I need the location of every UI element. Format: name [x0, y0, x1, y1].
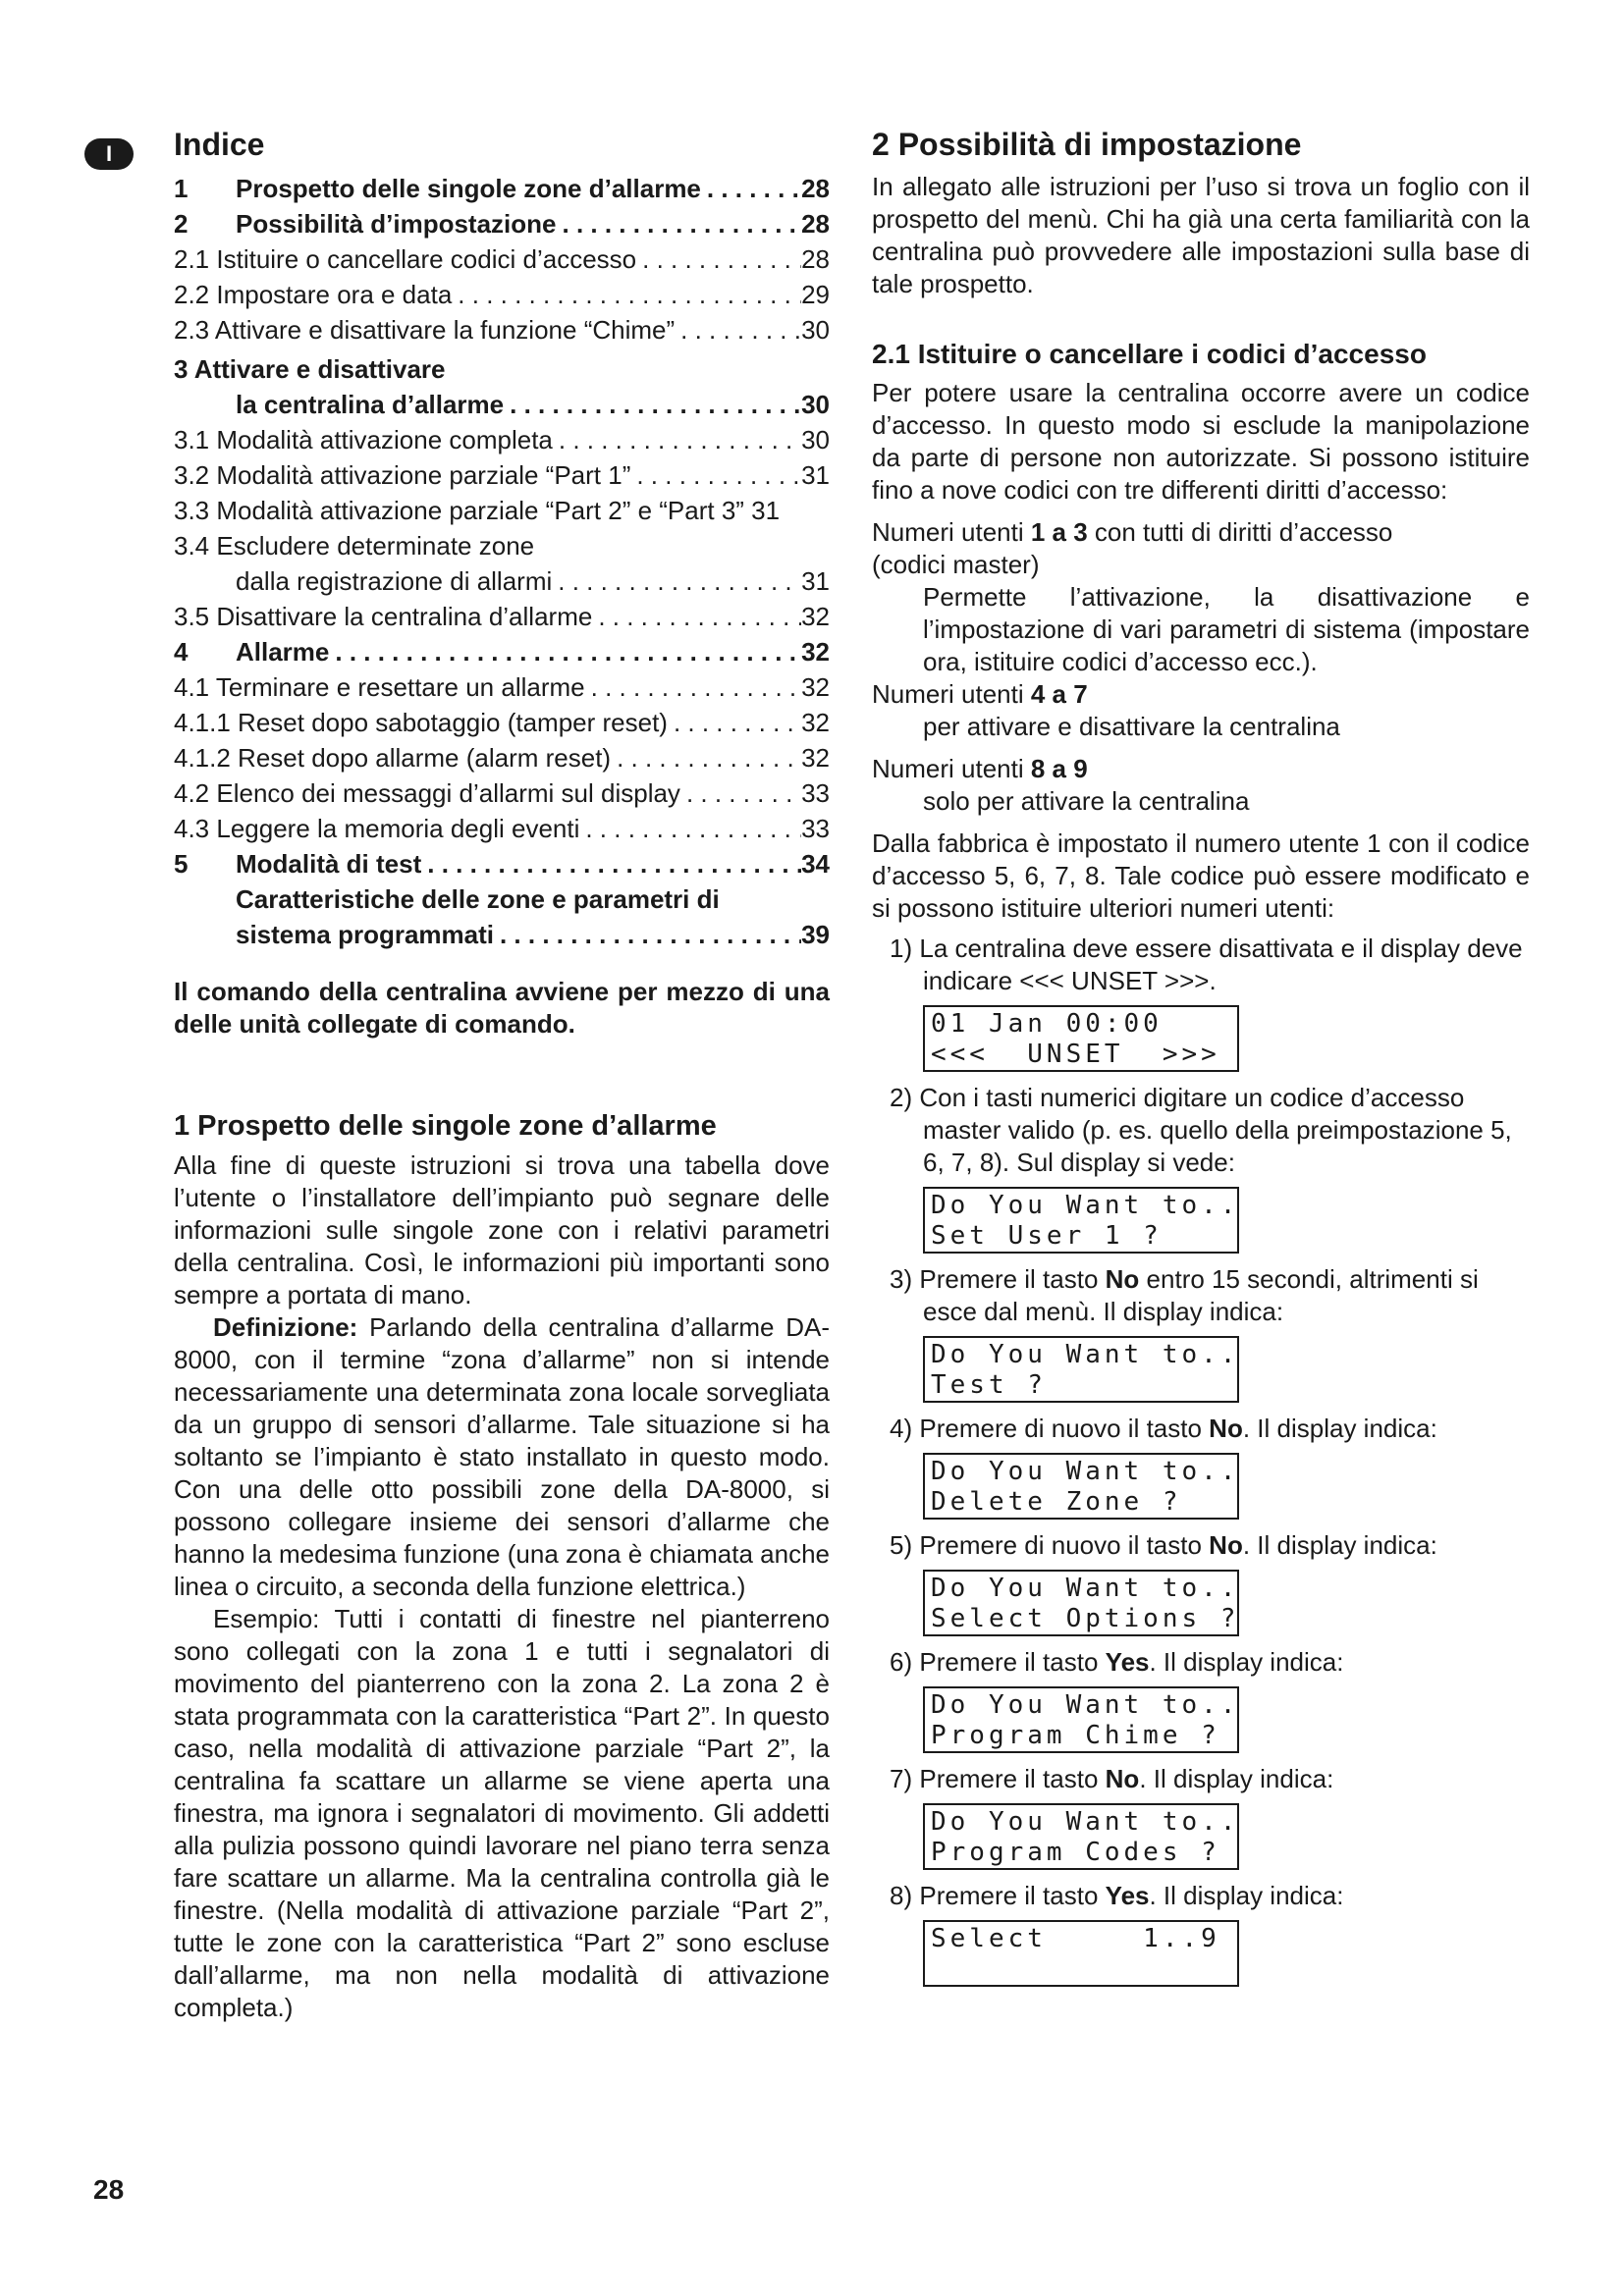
steps-list [872, 933, 1530, 1987]
step-item: 3) Premere il tasto No entro 15 secondi, altrimenti si esce dal menù. Il display indica: Do You Want to.. Test ? [872, 1263, 1530, 1403]
section-1-paragraph: Alla fine di queste istruzioni si trova una tabella dove l’utente o l’installatore dell’impianto può segnare delle informazioni sulle singole zone con i relativi parametri della centralina. Così, le informazioni più importanti sono sempre a portata di mano. [174, 1150, 830, 1310]
toc-entry: 4.1.1 Reset dopo sabotaggio (tamper reset) . . . 32 [174, 705, 830, 740]
toc-entry: dalla registrazione di allarmi . . . 31 [174, 563, 830, 599]
definition-paragraph: Definizione: Parlando della centralina d’allarme DA-8000, con il termine “zona d’allarme” non si intende necessariamente una determinata zona locale sorvegliata da un gruppo di sensori d’allarme. Tale situazione si ha soltanto se l’impianto è stato installato in questo modo. Con una delle otto possibili zone della DA-8000, si possono collegare insieme dei sensori d’allarme che hanno la medesima funzione (una zona è chiamata anche linea o circuito, a seconda della funzione elettrica.) [174, 1312, 830, 1602]
section-2-1-title: 2.1 Istituire o cancellare i codici d’accesso [872, 339, 1427, 370]
user-group-2: Numeri utenti 4 a 7 [872, 678, 1088, 709]
lcd-display: Do You Want to.. Set User 1 ? [923, 1187, 1239, 1254]
lcd-display: Do You Want to.. Program Chime ? [923, 1686, 1239, 1753]
toc-entry: 2 Possibilità d’impostazione . . . 28 [174, 206, 830, 241]
step-item: 7) Premere il tasto No. Il display indica: Do You Want to.. Program Codes ? [872, 1763, 1530, 1870]
toc-entry: sistema programmati . . . 39 [174, 917, 830, 952]
toc-entry: 4.2 Elenco dei messaggi d’allarmi sul display . . . 33 [174, 775, 830, 811]
index-title: Indice [174, 127, 265, 162]
user-group-3-desc: solo per attivare la centralina [923, 785, 1250, 816]
toc-entry: 3.4 Escludere determinate zone [174, 531, 535, 561]
lcd-display: Select 1..9 [923, 1920, 1239, 1987]
step-item: 2) Con i tasti numerici digitare un codice d’accesso master valido (p. es. quello della preimpostazione 5, 6, 7, 8). Sul display si vede: Do You Want to.. Set User 1 ? [872, 1082, 1530, 1254]
step-item: 4) Premere di nuovo il tasto No. Il display indica: Do You Want to.. Delete Zone ? [872, 1413, 1530, 1520]
toc-entry: 4.1 Terminare e resettare un allarme . . . 32 [174, 669, 830, 705]
toc-entry: 2.1 Istituire o cancellare codici d’accesso . . . 28 [174, 241, 830, 277]
toc-entry: 2.2 Impostare ora e data . . . 29 [174, 277, 830, 312]
toc-entry: 4.3 Leggere la memoria degli eventi . . . 33 [174, 811, 830, 846]
toc-entry: la centralina d’allarme . . . 30 [174, 387, 830, 422]
lcd-display: 01 Jan 00:00 <<< UNSET >>> [923, 1005, 1239, 1072]
toc-entry: 3.1 Modalità attivazione completa . . . 30 [174, 422, 830, 457]
toc-entry: 3.5 Disattivare la centralina d’allarme . . . 32 [174, 599, 830, 634]
user-group-2-desc: per attivare e disattivare la centralina [923, 711, 1340, 741]
right-column [872, 126, 1530, 1997]
toc-entry: Caratteristiche delle zone e parametri di [236, 884, 720, 915]
section-1-title: 1 Prospetto delle singole zone d’allarme [174, 1110, 717, 1143]
toc-entry: 1 Prospetto delle singole zone d’allarme . . . 28 [174, 171, 830, 206]
toc-entry: 5 Modalità di test . . . 34 [174, 846, 830, 881]
left-column [174, 126, 830, 2024]
lcd-display: Do You Want to.. Program Codes ? [923, 1803, 1239, 1870]
lcd-display: Do You Want to.. Delete Zone ? [923, 1453, 1239, 1520]
section-2-paragraph: In allegato alle istruzioni per l’uso si trova un foglio con il prospetto del menù. Chi ha già una certa familiarità con la centralina può provvedere alle impostazioni sulla base di tale prospetto. [872, 172, 1530, 299]
user-group-1: Numeri utenti 1 a 3 con tutti di diritti d’accesso [872, 516, 1393, 547]
table-of-contents [174, 171, 830, 952]
step-item: 6) Premere il tasto Yes. Il display indica: Do You Want to.. Program Chime ? [872, 1646, 1530, 1753]
user-group-1-desc: Permette l’attivazione, la disattivazione e l’impostazione di vari parametri di sistema (impostare ora, istituire codici d’accesso ecc.). [923, 581, 1530, 676]
toc-entry: 3.2 Modalità attivazione parziale “Part 1” . . . 31 [174, 457, 830, 493]
step-item: 5) Premere di nuovo il tasto No. Il display indica: Do You Want to.. Select Options ? [872, 1529, 1530, 1636]
lcd-display: Do You Want to.. Select Options ? [923, 1570, 1239, 1636]
toc-entry: 3.3 Modalità attivazione parziale “Part 2” e “Part 3” 31 [174, 496, 781, 526]
intro-bold-note: Il comando della centralina avviene per mezzo di una delle unità collegate di comando. [174, 977, 830, 1040]
page-number: 28 [93, 2174, 125, 2205]
step-item: 1) La centralina deve essere disattivata e il display deve indicare <<< UNSET >>>. 01 Jan 00:00 <<< UNSET >>> [872, 933, 1530, 1072]
user-group-3: Numeri utenti 8 a 9 [872, 753, 1088, 783]
toc-entry: 4 Allarme . . . 32 [174, 634, 830, 669]
language-badge: I [84, 138, 134, 170]
factory-code-paragraph: Dalla fabbrica è impostato il numero utente 1 con il codice d’accesso 5, 6, 7, 8. Tale codice può essere modificato e si possono istituire ulteriori numeri utenti: [872, 828, 1530, 923]
user-group-1-note: (codici master) [872, 549, 1040, 579]
section-2-1-paragraph: Per potere usare la centralina occorre avere un codice d’accesso. In questo modo si esclude la manipolazione da parte di persone non autorizzate. Si possono istituire fino a nove codici con tre differenti diritti d’accesso: [872, 377, 1530, 505]
toc-entry: 2.3 Attivare e disattivare la funzione “Chime” . . . 30 [174, 312, 830, 347]
toc-entry: 4.1.2 Reset dopo allarme (alarm reset) . . . 32 [174, 740, 830, 775]
lcd-display: Do You Want to.. Test ? [923, 1336, 1239, 1403]
example-paragraph: Esempio: Tutti i contatti di finestre nel pianterreno sono collegati con la zona 1 e tutti i segnalatori di movimento del pianterreno con la zona 2. La zona 2 è stata programmata con la caratteristica “Part 2”. In questo caso, nella modalità di attivazione parziale “Part 2”, la centralina fa scattare un allarme se viene aperta una finestra, ma ignora i segnalatori di movimento. Gli addetti alla pulizia possono quindi lavorare nel piano terra senza fare scattare un allarme. Ma la centralina controlla già le finestre. (Nella modalità di attivazione parziale “Part 2”, tutte le zone con la caratteristica “Part 2” sono escluse dall’allarme, ma non nella modalità di attivazione completa.) [174, 1604, 830, 2023]
section-2-title: 2 Possibilità di impostazione [872, 127, 1302, 162]
toc-entry: 3 Attivare e disattivare [174, 354, 446, 385]
step-item: 8) Premere il tasto Yes. Il display indica: Select 1..9 [872, 1880, 1530, 1987]
